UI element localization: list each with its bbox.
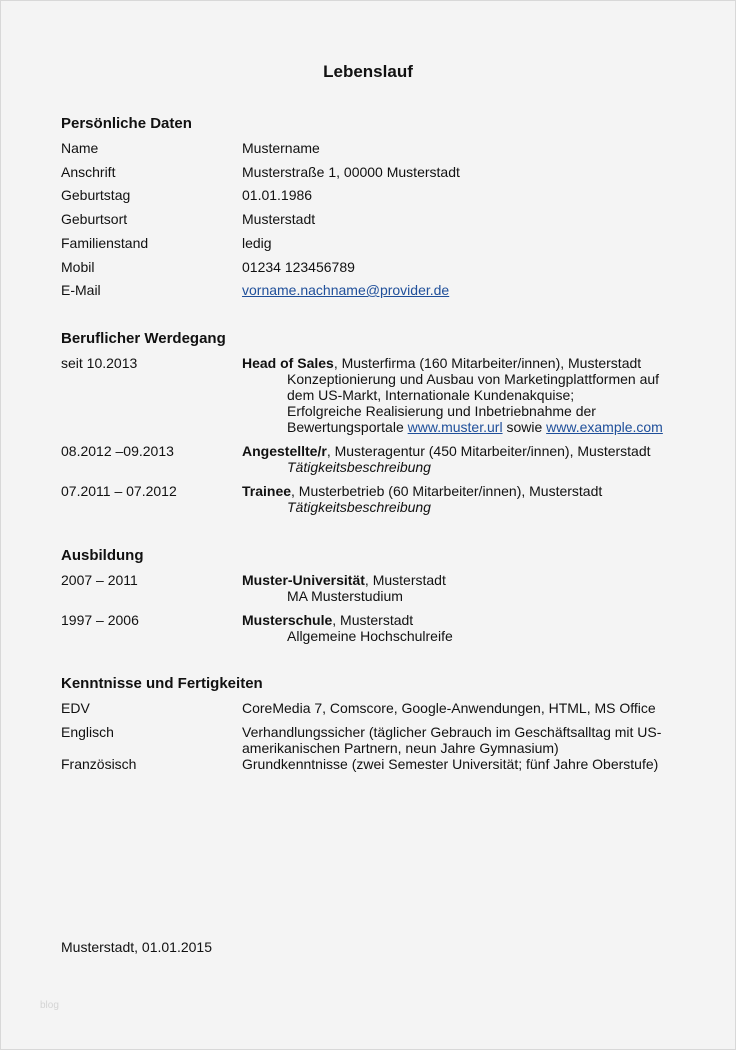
education-entry: Muster-Universität, Musterstadt MA Musterstudium [242, 572, 446, 604]
personal-value: 01.01.1986 [242, 187, 313, 203]
email-link[interactable]: vorname.nachname@provider.de [242, 282, 450, 298]
personal-value: Mustername [242, 140, 320, 156]
career-role: Trainee [242, 483, 292, 499]
section-heading-personal: Persönliche Daten [61, 115, 192, 132]
personal-value: ledig [242, 235, 272, 251]
section-heading-education: Ausbildung [61, 547, 144, 564]
personal-value: Musterstraße 1, 00000 Musterstadt [242, 164, 460, 180]
personal-value: Musterstadt [242, 211, 316, 227]
career-date: 08.2012 –09.2013 [61, 443, 174, 459]
career-entry: Head of Sales, Musterfirma (160 Mitarbeiter/innen), Musterstadt Konzeptionierung und Ausbau von Marketingplattformen auf dem US-Markt, Internationale Kundenakquise; Erfolgreiche Realisierung und Inbetriebnahme der Bewertungsportale www.muster.url sowie www.example.com [242, 355, 663, 435]
career-role: Angestellte/r [242, 443, 327, 459]
skill-label: EDV [61, 700, 90, 716]
career-date: 07.2011 – 07.2012 [61, 483, 177, 499]
page-title: Lebenslauf [323, 62, 413, 81]
education-date: 2007 – 2011 [61, 572, 138, 588]
place-date: Musterstadt, 01.01.2015 [61, 939, 212, 955]
education-date: 1997 – 2006 [61, 612, 139, 628]
skill-label: Französisch [61, 756, 137, 772]
section-heading-career: Beruflicher Werdegang [61, 330, 226, 347]
personal-label: Familienstand [61, 235, 149, 251]
career-role: Head of Sales [242, 355, 334, 371]
skill-value: Grundkenntnisse (zwei Semester Universität; fünf Jahre Oberstufe) [242, 756, 659, 772]
skill-value: CoreMedia 7, Comscore, Google-Anwendungen, HTML, MS Office [242, 700, 656, 716]
personal-label: Anschrift [61, 164, 116, 180]
personal-value: 01234 123456789 [242, 259, 355, 275]
career-entry: Angestellte/r, Musteragentur (450 Mitarbeiter/innen), Musterstadt Tätigkeitsbeschreibung [242, 443, 651, 475]
section-heading-skills: Kenntnisse und Fertigkeiten [61, 675, 263, 692]
career-entry: Trainee, Musterbetrieb (60 Mitarbeiter/innen), Musterstadt Tätigkeitsbeschreibung [242, 483, 603, 515]
skill-value: Verhandlungssicher (täglicher Gebrauch im Geschäftsalltag mit US- amerikanischen Partnern, neun Jahre Gymnasium) [242, 724, 662, 756]
education-entry: Musterschule, Musterstadt Allgemeine Hochschulreife [242, 612, 453, 644]
career-date: seit 10.2013 [61, 355, 138, 371]
watermark: blog [40, 1000, 59, 1011]
personal-label: Name [61, 140, 99, 156]
skill-label: Englisch [61, 724, 114, 740]
personal-label: E-Mail [61, 282, 101, 298]
link-muster-url[interactable]: www.muster.url [407, 419, 503, 435]
personal-label: Mobil [61, 259, 95, 275]
personal-label: Geburtsort [61, 211, 128, 227]
link-example-com[interactable]: www.example.com [546, 419, 663, 435]
personal-label: Geburtstag [61, 187, 131, 203]
